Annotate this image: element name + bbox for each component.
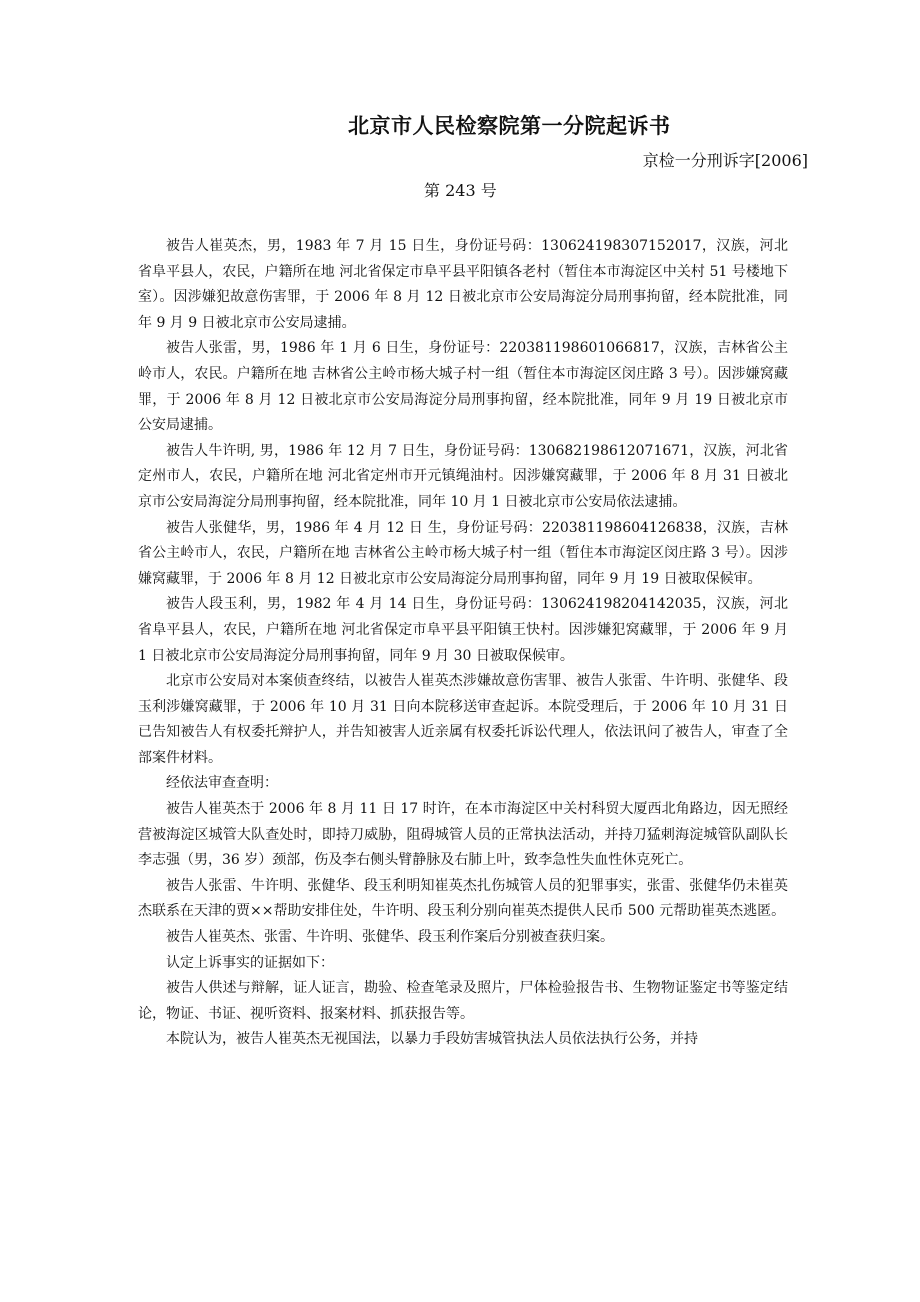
document-number: 京检一分刑诉字[2006]	[642, 151, 808, 170]
paragraph-defendant-duan: 被告人段玉利，男，1982 年 4 月 14 日生，身份证号码：130624198204142035，汉族，河北省阜平县人，农民，户籍所在地 河北省保定市阜平县平阳镇王快村。因涉嫌犯窝藏罪，于 2006 年 9 月 1 日被北京市公安局海淀分局刑事拘留，同年 9 月 30 日被取保候审。	[138, 596, 788, 664]
paragraph-arrest: 被告人崔英杰、张雷、牛许明、张健华、段玉利作案后分别被查获归案。	[166, 929, 614, 946]
paragraph-facts-harboring: 被告人张雷、牛许明、张健华、段玉利明知崔英杰扎伤城管人员的犯罪事实，张雷、张健华仍未崔英杰联系在天津的贾××帮助安排住处，牛许明、段玉利分别向崔英杰提供人民币 500 元帮助崔英杰逃匿。	[138, 877, 788, 920]
paragraph-evidence-list: 被告人供述与辩解，证人证言，勘验、检查笔录及照片，尸体检验报告书、生物物证鉴定书等鉴定结论，物证、书证、视听资料、报案材料、抓获报告等。	[138, 980, 788, 1022]
document-body	[138, 234, 788, 1053]
paragraph-defendant-zhangjianhua: 被告人张健华，男，1986 年 4 月 12 日 生，身份证号码：220381198604126838，汉族，吉林省公主岭市人，农民，户籍所在地 吉林省公主岭市杨大城子村一组（暂住本市海淀区闵庄路 3 号）。因涉嫌窝藏罪，于 2006 年 8 月 12 日被北京市公安局海淀分局刑事拘留，同年 9 月 19 日被取保候审。	[138, 519, 788, 587]
paragraph-conclusion: 本院认为，被告人崔英杰无视国法，以暴力手段妨害城管执法人员依法执行公务，并持	[166, 1031, 698, 1048]
paragraph-defendant-niu: 被告人牛许明, 男，1986 年 12 月 7 日生，身份证号码：130682198612071671，汉族，河北省定州市人，农民，户籍所在地 河北省定州市开元镇绳油村。因涉嫌窝藏罪，于 2006 年 8 月 31 日被北京市公安局海淀分局刑事拘留，经本院批准，同年 10 月 1 日被北京市公安局依法逮捕。	[138, 442, 788, 510]
paragraph-defendant-cui: 被告人崔英杰，男，1983 年 7 月 15 日生，身份证号码：130624198307152017，汉族，河北省阜平县人，农民，户籍所在地 河北省保定市阜平县平阳镇各老村（暂住本市海淀区中关村 51 号楼地下室）。因涉嫌犯故意伤害罪，于 2006 年 8 月 12 日被北京市公安局海淀分局刑事拘留，经本院批准，同年 9 月 9 日被北京市公安局逮捕。	[138, 238, 788, 331]
paragraph-findings-heading: 经依法审查查明：	[166, 775, 278, 792]
paragraph-procedure: 北京市公安局对本案侦查终结，以被告人崔英杰涉嫌故意伤害罪、被告人张雷、牛许明、张健华、段玉利涉嫌窝藏罪，于 2006 年 10 月 31 日向本院移送审查起诉。本院受理后，于 2006 年 10 月 31 日已告知被告人有权委托辩护人，并告知被害人近亲属有权委托诉讼代理人，依法讯问了被告人，审查了全部案件材料。	[138, 673, 788, 766]
document-sequence: 第 243 号	[424, 181, 497, 200]
paragraph-evidence-heading: 认定上诉事实的证据如下：	[166, 954, 334, 971]
paragraph-defendant-zhanglei: 被告人张雷，男，1986 年 1 月 6 日生，身份证号：220381198601066817，汉族，吉林省公主岭市人，农民。户籍所在地 吉林省公主岭市杨大城子村一组（暂住本市海淀区闵庄路 3 号）。因涉嫌窝藏罪，于 2006 年 8 月 12 日被北京市公安局海淀分局刑事拘留，经本院批准，同年 9 月 19 日被北京市公安局逮捕。	[138, 340, 788, 434]
document-title: 北京市人民检察院第一分院起诉书	[348, 114, 671, 138]
paragraph-facts-cui: 被告人崔英杰于 2006 年 8 月 11 日 17 时许，在本市海淀区中关村科贸大厦西北角路边，因无照经营被海淀区城管大队查处时，即持刀威胁，阻碍城管人员的正常执法活动，并持刀猛刺海淀城管队副队长李志强（男，36 岁）颈部，伤及李右侧头臂静脉及右肺上叶，致李急性失血性休克死亡。	[138, 801, 788, 869]
